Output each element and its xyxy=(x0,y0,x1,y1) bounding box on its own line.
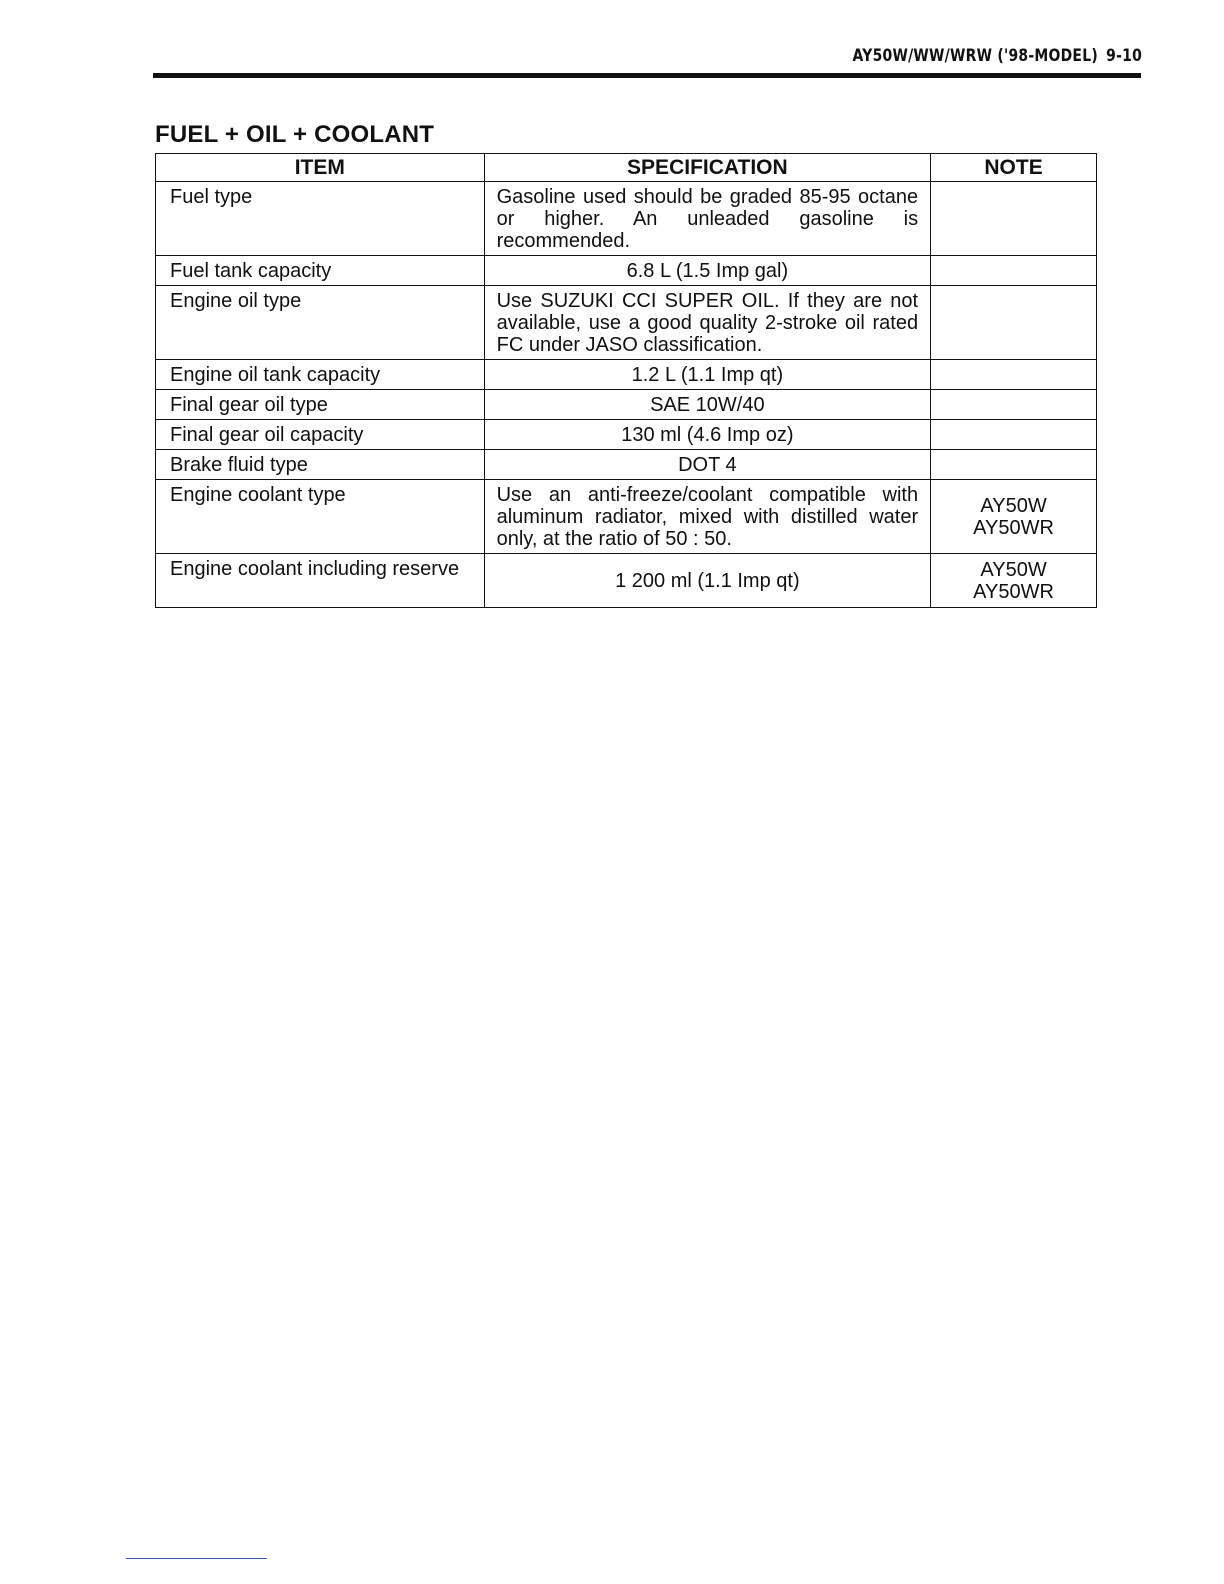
item-cell: Engine coolant including reserve xyxy=(156,554,485,608)
column-header-note: NOTE xyxy=(931,154,1097,182)
item-cell: Engine coolant type xyxy=(156,480,485,554)
note-cell xyxy=(931,256,1097,286)
model-title: AY50W/WW/WRW ('98-MODEL) xyxy=(852,46,1098,66)
note-cell xyxy=(931,182,1097,256)
specification-cell: 6.8 L (1.5 Imp gal) xyxy=(484,256,931,286)
specification-cell: 130 ml (4.6 Imp oz) xyxy=(484,420,931,450)
table-header-row xyxy=(156,154,1097,182)
spec-table xyxy=(155,153,1097,608)
column-header-specification: SPECIFICATION xyxy=(484,154,931,182)
specification-cell: 1 200 ml (1.1 Imp qt) xyxy=(484,554,931,608)
item-cell: Final gear oil type xyxy=(156,390,485,420)
note-cell xyxy=(931,390,1097,420)
specification-cell: Use SUZUKI CCI SUPER OIL. If they are not available, use a good quality 2-stroke oil rated FC under JASO classification. xyxy=(484,286,931,360)
table-row xyxy=(156,360,1097,390)
item-cell: Fuel tank capacity xyxy=(156,256,485,286)
table-row xyxy=(156,480,1097,554)
specification-cell: SAE 10W/40 xyxy=(484,390,931,420)
specification-cell: Use an anti-freeze/coolant compatible with aluminum radiator, mixed with distilled water only, at the ratio of 50 : 50. xyxy=(484,480,931,554)
footer-rule xyxy=(126,1558,267,1559)
section-title: FUEL + OIL + COOLANT xyxy=(155,121,435,148)
specification-cell: DOT 4 xyxy=(484,450,931,480)
table-row xyxy=(156,390,1097,420)
note-cell: AY50W AY50WR xyxy=(931,554,1097,608)
note-cell xyxy=(931,450,1097,480)
table-row xyxy=(156,182,1097,256)
table-row xyxy=(156,450,1097,480)
item-cell: Engine oil type xyxy=(156,286,485,360)
item-cell: Fuel type xyxy=(156,182,485,256)
table-row xyxy=(156,420,1097,450)
item-cell: Engine oil tank capacity xyxy=(156,360,485,390)
specification-cell: Gasoline used should be graded 85-95 octane or higher. An unleaded gasoline is recommended. xyxy=(484,182,931,256)
column-header-item: ITEM xyxy=(156,154,485,182)
item-cell: Final gear oil capacity xyxy=(156,420,485,450)
table-row xyxy=(156,554,1097,608)
page-number: 9-10 xyxy=(1106,46,1142,66)
note-cell: AY50W AY50WR xyxy=(931,480,1097,554)
header-rule xyxy=(153,73,1141,78)
specification-cell: 1.2 L (1.1 Imp qt) xyxy=(484,360,931,390)
table-row xyxy=(156,256,1097,286)
note-cell xyxy=(931,420,1097,450)
note-cell xyxy=(931,360,1097,390)
note-cell xyxy=(931,286,1097,360)
running-header xyxy=(853,46,1142,66)
table-row xyxy=(156,286,1097,360)
item-cell: Brake fluid type xyxy=(156,450,485,480)
